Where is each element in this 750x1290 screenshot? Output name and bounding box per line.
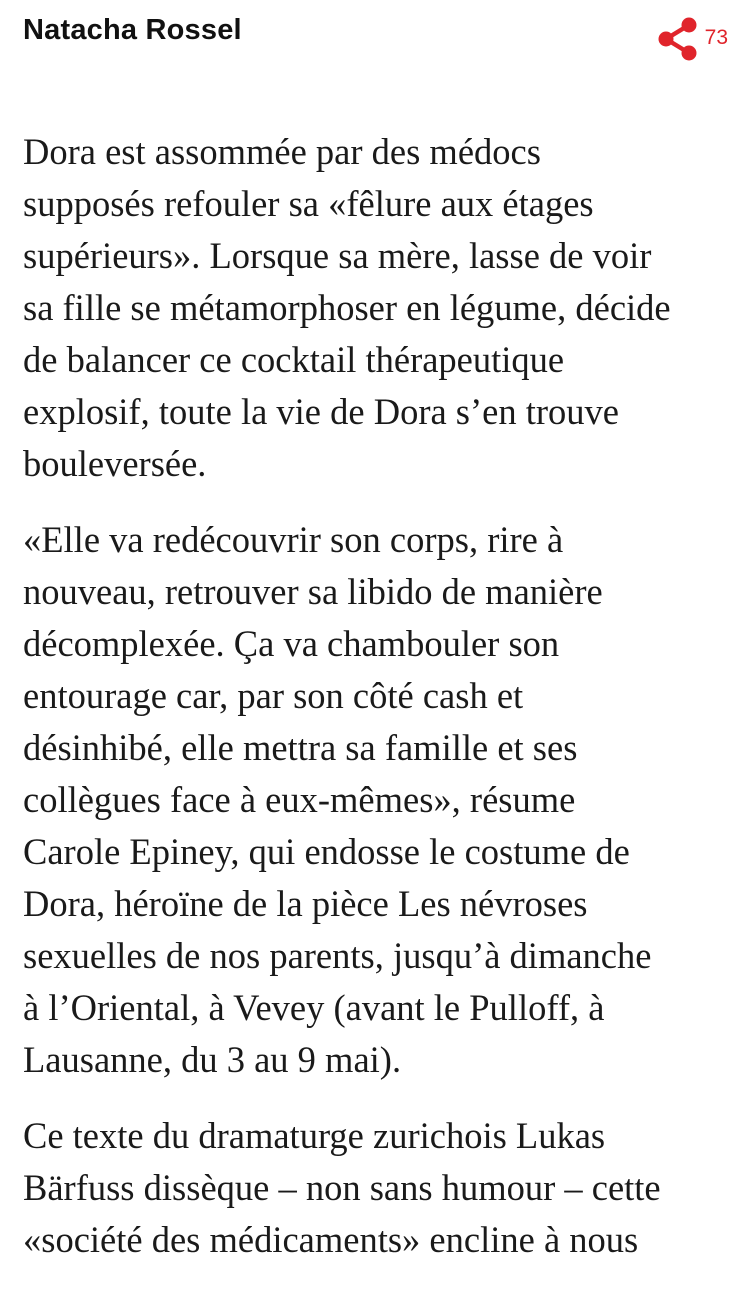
paragraph-line: Dora, héroïne de la pièce Les névroses	[23, 883, 588, 924]
paragraph-line: «société des médicaments» encline à nous	[23, 1219, 639, 1260]
author-name: Natacha Rossel	[23, 14, 242, 46]
paragraph-line: explosif, toute la vie de Dora s’en trouve	[23, 391, 619, 432]
share-button[interactable]	[657, 16, 728, 62]
paragraph-line: à l’Oriental, à Vevey (avant le Pulloff, à	[23, 987, 605, 1028]
paragraph-line: supposés refouler sa «fêlure aux étages	[23, 183, 594, 224]
paragraph-line: décomplexée. Ça va chambouler son	[23, 623, 560, 664]
paragraph-line: Lausanne, du 3 au 9 mai).	[23, 1039, 402, 1080]
paragraph-line: Ce texte du dramaturge zurichois Lukas	[23, 1115, 606, 1156]
paragraph-line: Bärfuss dissèque – non sans humour – cette	[23, 1167, 661, 1208]
paragraph-line: de balancer ce cocktail thérapeutique	[23, 339, 565, 380]
paragraph	[23, 514, 733, 1086]
paragraph-line: nouveau, retrouver sa libido de manière	[23, 571, 603, 612]
paragraph-line: bouleversée.	[23, 443, 207, 484]
paragraph-line: «Elle va redécouvrir son corps, rire à	[23, 519, 564, 560]
paragraph-line: Dora est assommée par des médocs	[23, 131, 541, 172]
paragraph-line: entourage car, par son côté cash et	[23, 675, 524, 716]
share-icon	[657, 16, 699, 62]
paragraph-line: Carole Epiney, qui endosse le costume de	[23, 831, 630, 872]
article-body	[23, 126, 733, 1290]
paragraph-line: sa fille se métamorphoser en légume, décide	[23, 287, 671, 328]
paragraph-line: désinhibé, elle mettra sa famille et ses	[23, 727, 578, 768]
paragraph-line: supérieurs». Lorsque sa mère, lasse de voir	[23, 235, 652, 276]
paragraph-line: sexuelles de nos parents, jusqu’à dimanche	[23, 935, 652, 976]
share-count: 73	[704, 25, 728, 49]
paragraph-line: collègues face à eux-mêmes», résume	[23, 779, 576, 820]
paragraph	[23, 126, 733, 490]
paragraph	[23, 1110, 733, 1266]
article-header	[0, 0, 750, 80]
